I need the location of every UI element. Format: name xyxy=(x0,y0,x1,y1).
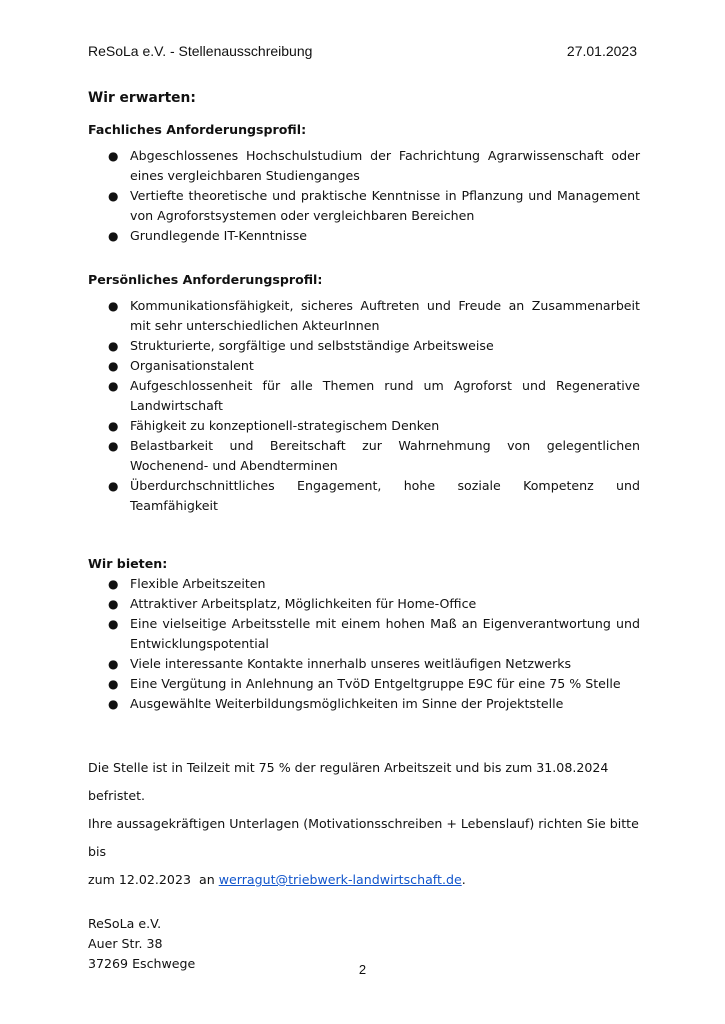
bullet-icon: ● xyxy=(108,657,119,671)
bullet-icon: ● xyxy=(108,577,119,591)
list-item xyxy=(88,416,640,436)
list-item-text: Strukturierte, sorgfältige und selbstständige Arbeitsweise xyxy=(130,338,494,353)
address-city: 37269 Eschwege xyxy=(88,956,196,971)
bullet-icon: ● xyxy=(108,359,119,373)
expect-heading: Wir erwarten: xyxy=(88,90,196,106)
list-item xyxy=(88,226,640,246)
address-street: Auer Str. 38 xyxy=(88,936,163,951)
offer-list xyxy=(88,574,640,714)
bullet-icon: ● xyxy=(108,339,119,353)
list-item-text: Organisationstalent xyxy=(130,358,254,373)
email-link[interactable]: werragut@triebwerk-landwirtschaft.de xyxy=(218,872,462,887)
list-item xyxy=(88,336,640,356)
professional-profile-heading: Fachliches Anforderungsprofil: xyxy=(88,122,307,137)
bullet-icon: ● xyxy=(108,149,119,163)
closing-deadline: zum 12.02.2023 an xyxy=(88,872,219,887)
list-item xyxy=(88,356,640,376)
list-item xyxy=(88,614,640,654)
bullet-icon: ● xyxy=(108,597,119,611)
list-item xyxy=(88,574,640,594)
bullet-icon: ● xyxy=(108,189,119,203)
list-item-text: Kommunikationsfähigkeit, sicheres Auftreten und Freude an Zusammenarbeit mit sehr unterschiedlichen AkteurInnen xyxy=(130,298,640,333)
list-item xyxy=(88,674,640,694)
list-item xyxy=(88,436,640,476)
closing-line-2: Ihre aussagekräftigen Unterlagen (Motivationsschreiben + Lebenslauf) richten Sie bitte bis xyxy=(88,816,639,859)
address-name: ReSoLa e.V. xyxy=(88,916,162,931)
personal-profile-list xyxy=(88,296,640,516)
closing-line-1: Die Stelle ist in Teilzeit mit 75 % der regulären Arbeitszeit und bis zum 31.08.2024 befristet. xyxy=(88,760,609,803)
list-item-text: Attraktiver Arbeitsplatz, Möglichkeiten für Home-Office xyxy=(130,596,477,611)
professional-profile-list xyxy=(88,146,640,246)
bullet-icon: ● xyxy=(108,379,119,393)
bullet-icon: ● xyxy=(108,419,119,433)
header-date: 27.01.2023 xyxy=(566,43,637,59)
list-item xyxy=(88,654,640,674)
closing-period: . xyxy=(461,872,466,887)
list-item-text: Vertiefte theoretische und praktische Kenntnisse in Pflanzung und Management von Agroforstsystemen oder vergleichbaren Bereichen xyxy=(130,188,640,223)
list-item xyxy=(88,296,640,336)
list-item xyxy=(88,476,640,516)
bullet-icon: ● xyxy=(108,299,119,313)
list-item-text: Überdurchschnittliches Engagement, hohe soziale Kompetenz und Teamfähigkeit xyxy=(130,478,640,513)
bullet-icon: ● xyxy=(108,617,119,631)
bullet-icon: ● xyxy=(108,229,119,243)
bullet-icon: ● xyxy=(108,439,119,453)
list-item xyxy=(88,694,640,714)
list-item-text: Viele interessante Kontakte innerhalb unseres weitläufigen Netzwerks xyxy=(130,656,572,671)
personal-profile-heading: Persönliches Anforderungsprofil: xyxy=(88,272,323,287)
list-item-text: Ausgewählte Weiterbildungsmöglichkeiten im Sinne der Projektstelle xyxy=(130,696,564,711)
list-item-text: Aufgeschlossenheit für alle Themen rund um Agroforst und Regenerative Landwirtschaft xyxy=(130,378,640,413)
header-title: ReSoLa e.V. - Stellenausschreibung xyxy=(88,43,313,59)
list-item-text: Eine Vergütung in Anlehnung an TvöD Entgeltgruppe E9C für eine 75 % Stelle xyxy=(130,676,621,691)
list-item-text: Fähigkeit zu konzeptionell-strategischem Denken xyxy=(130,418,440,433)
page-content xyxy=(88,88,640,974)
offer-heading: Wir bieten: xyxy=(88,556,168,571)
list-item-text: Belastbarkeit und Bereitschaft zur Wahrnehmung von gelegentlichen Wochenend- und Abendterminen xyxy=(130,438,640,473)
list-item-text: Flexible Arbeitszeiten xyxy=(130,576,266,591)
closing-line-3 xyxy=(88,866,640,894)
page-header xyxy=(88,43,637,63)
list-item xyxy=(88,594,640,614)
list-item-text: Abgeschlossenes Hochschulstudium der Fachrichtung Agrarwissenschaft oder eines vergleichbaren Studienganges xyxy=(130,148,640,183)
list-item xyxy=(88,146,640,186)
list-item-text: Eine vielseitige Arbeitsstelle mit einem hohen Maß an Eigenverantwortung und Entwicklungspotential xyxy=(130,616,640,651)
list-item-text: Grundlegende IT-Kenntnisse xyxy=(130,228,308,243)
bullet-icon: ● xyxy=(108,697,119,711)
page-number: 2 xyxy=(358,962,367,977)
list-item xyxy=(88,186,640,226)
bullet-icon: ● xyxy=(108,677,119,691)
bullet-icon: ● xyxy=(108,479,119,493)
list-item xyxy=(88,376,640,416)
